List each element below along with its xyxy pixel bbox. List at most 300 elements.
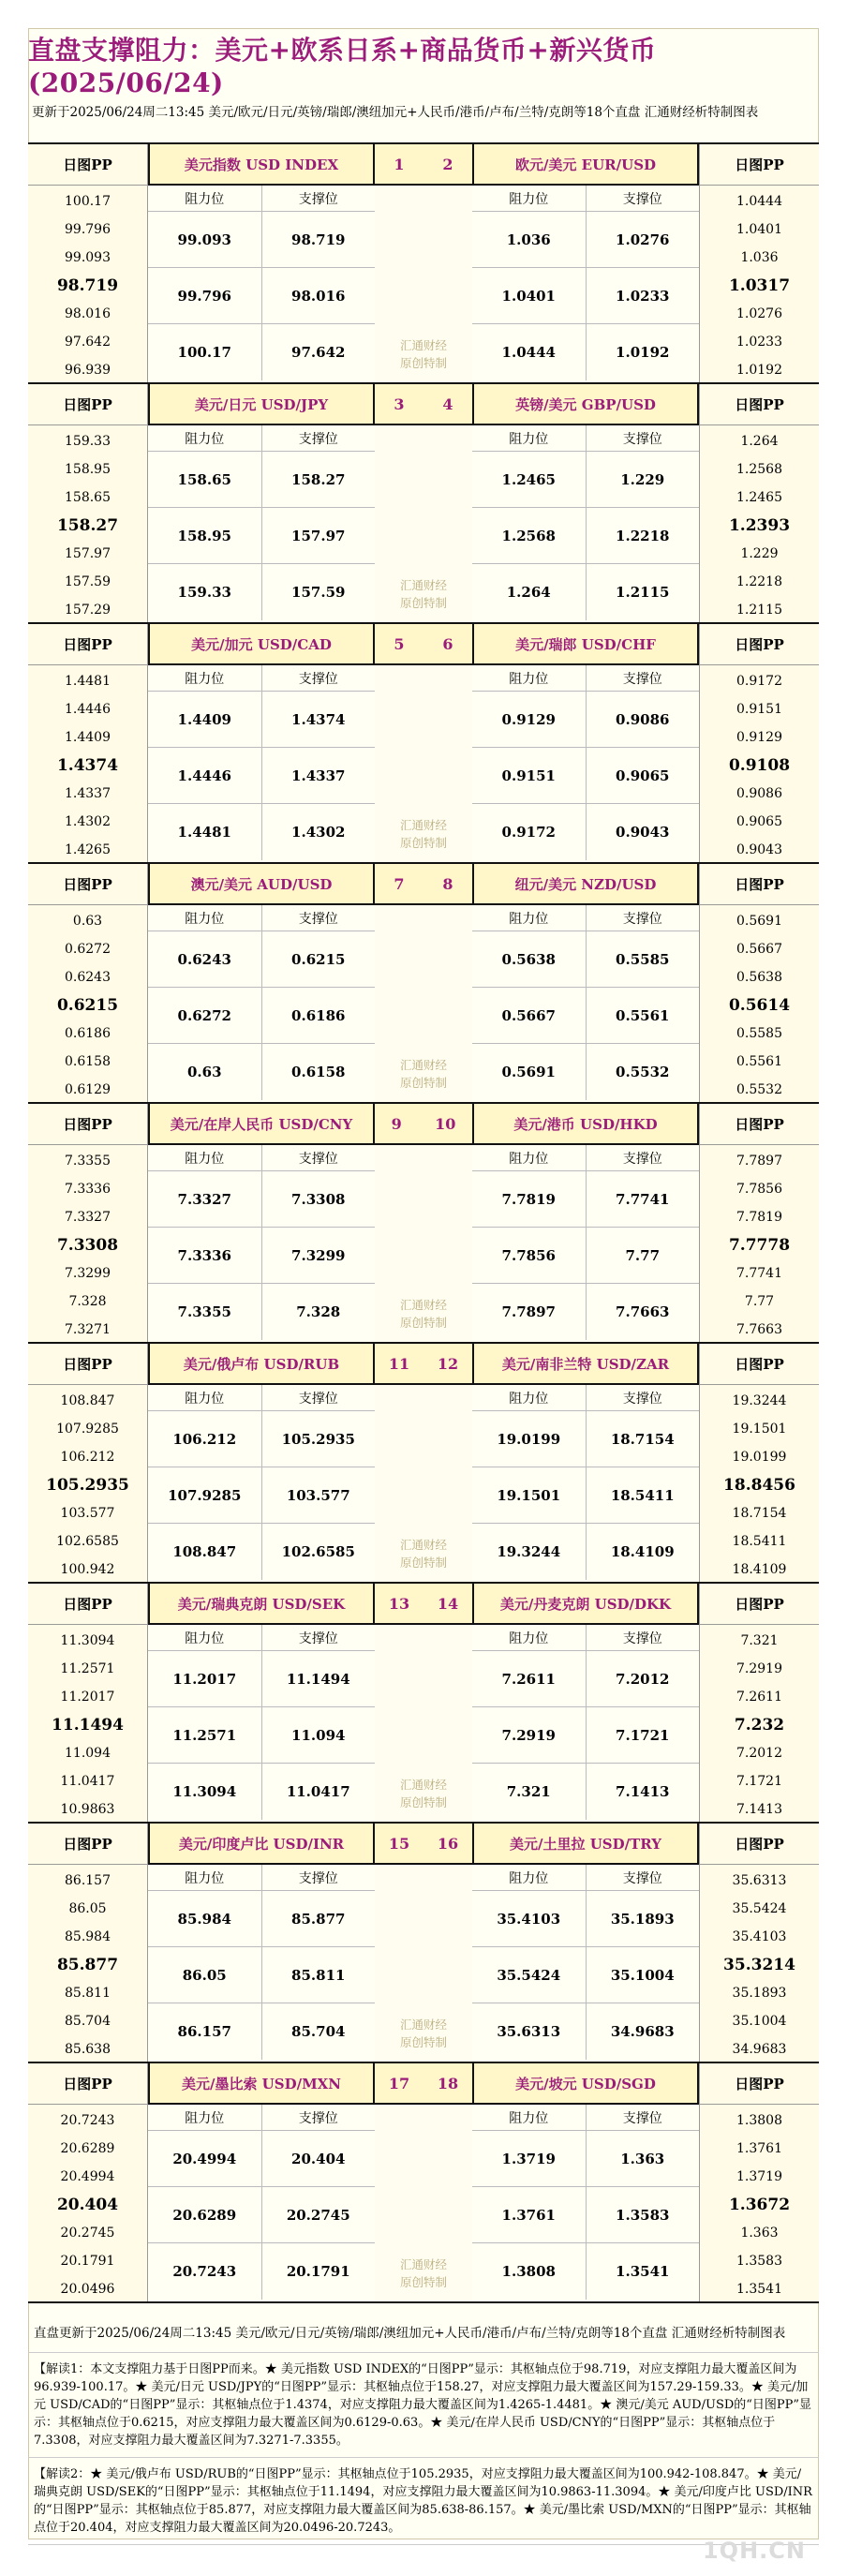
level-row: [148, 452, 375, 508]
watermark-line: 原创特制: [399, 2035, 447, 2049]
pp-value: 7.1413: [736, 1802, 782, 1817]
resistance-value: 159.33: [148, 564, 262, 620]
pp-value: 7.7897: [736, 1154, 782, 1169]
support-value: 35.1893: [610, 1910, 675, 1928]
pp-header: 日图PP: [700, 2063, 819, 2105]
pp-value: 102.6585: [56, 1534, 119, 1549]
pp-value: 0.6129: [65, 1082, 111, 1097]
left-pp-column: [28, 2063, 148, 2301]
pp-value: 1.2568: [736, 462, 782, 477]
group-number-right: 6: [442, 634, 453, 653]
support-header: 支撑位: [298, 911, 338, 927]
level-row: [472, 988, 699, 1044]
pp-value: 7.3355: [65, 1154, 111, 1169]
column-headers: [472, 425, 699, 452]
resistance-value: 0.9172: [472, 804, 587, 860]
pp-value: 20.4994: [60, 2169, 115, 2184]
pp-value: 20.2745: [60, 2226, 115, 2241]
pair-name: 欧元/美元 EUR/USD: [472, 144, 699, 186]
pp-value: 7.3327: [65, 1210, 111, 1225]
support-value: 98.719: [291, 231, 346, 248]
right-pp-column: [699, 624, 819, 862]
support-value: 1.363: [620, 2150, 665, 2167]
support-value: 7.328: [296, 1303, 341, 1320]
level-row: [148, 2131, 375, 2187]
footer: [28, 2318, 819, 2545]
support-value: 0.5561: [616, 1006, 670, 1024]
resistance-value: 99.796: [148, 268, 262, 323]
pp-value: 1.0444: [736, 194, 782, 209]
watermark-line: 原创特制: [399, 356, 447, 370]
pp-value: 7.2919: [736, 1661, 782, 1676]
watermark-line: 汇通财经: [399, 338, 447, 352]
pivot-value: 20.404: [56, 2196, 119, 2214]
resistance-value: 7.321: [472, 1764, 587, 1820]
support-value: 1.229: [620, 470, 665, 488]
resistance-value: 158.95: [148, 508, 262, 563]
resistance-header: 阻力位: [472, 1385, 587, 1410]
group-number-left: 5: [394, 634, 405, 653]
resistance-value: 100.17: [148, 324, 262, 380]
pp-value: 20.7243: [60, 2113, 115, 2128]
pivot-value: 35.3214: [723, 1956, 795, 1974]
pp-value: 7.2611: [736, 1690, 782, 1705]
group-number-right: 14: [437, 1594, 459, 1613]
support-value: 0.5532: [616, 1064, 670, 1080]
pp-value: 20.0496: [60, 2282, 115, 2297]
level-row: [472, 508, 699, 564]
group-number-right: 8: [442, 874, 453, 893]
pp-value: 0.6158: [65, 1054, 111, 1069]
column-headers: [472, 905, 699, 931]
pp-value: 158.65: [65, 490, 111, 505]
watermark-line: 原创特制: [399, 1556, 447, 1570]
pp-value: 1.4337: [65, 786, 111, 801]
pivot-value: 158.27: [56, 516, 119, 535]
level-row: [472, 452, 699, 508]
right-pp-column: [699, 144, 819, 382]
resistance-value: 0.6272: [148, 988, 262, 1043]
resistance-value: 85.984: [148, 1891, 262, 1946]
right-pp-column: [699, 1104, 819, 1342]
watermark: [375, 336, 472, 372]
resistance-value: 20.6289: [148, 2187, 262, 2242]
support-header: 支撑位: [298, 1630, 338, 1646]
pp-value: 0.5561: [736, 1054, 782, 1069]
left-pp-column: [28, 624, 148, 862]
left-pair-table: [148, 384, 375, 622]
pair-name: 美元/日元 USD/JPY: [148, 384, 375, 425]
resistance-value: 0.5691: [472, 1044, 587, 1100]
support-value: 0.9065: [616, 767, 670, 784]
pp-value: 99.796: [65, 222, 111, 237]
resistance-value: 1.2465: [472, 452, 587, 507]
right-pp-column: [699, 1824, 819, 2062]
pp-value: 18.4109: [732, 1562, 787, 1577]
group-center: [375, 864, 472, 1102]
resistance-value: 0.5667: [472, 988, 587, 1043]
pp-values: [700, 2105, 819, 2303]
resistance-header: 阻力位: [472, 905, 587, 931]
pair-name: 澳元/美元 AUD/USD: [148, 864, 375, 905]
pp-value: 19.1501: [732, 1422, 787, 1437]
right-pair-table: [472, 624, 699, 862]
pp-value: 11.2017: [60, 1690, 115, 1705]
pivot-value: 0.9108: [728, 756, 791, 775]
support-value: 7.7663: [616, 1303, 670, 1320]
pp-value: 19.0199: [732, 1450, 787, 1465]
level-row: [148, 212, 375, 268]
pair-name: 美元/在岸人民币 USD/CNY: [148, 1104, 375, 1145]
column-headers: [148, 1865, 375, 1891]
right-pp-column: [699, 2063, 819, 2301]
pp-value: 157.97: [65, 546, 111, 561]
right-pp-column: [699, 1584, 819, 1822]
pp-values: [28, 425, 147, 624]
support-value: 7.3299: [291, 1246, 346, 1264]
support-value: 97.642: [291, 344, 346, 361]
support-value: 7.3308: [291, 1190, 346, 1208]
level-row: [148, 2243, 375, 2300]
watermark-line: 原创特制: [399, 1795, 447, 1809]
right-pair-table: [472, 1584, 699, 1822]
interpretation-note-1: 【解读1：本文支撑阻力基于日图PP而来。★ 美元指数 USD INDEX的“日图PP”显示：其枢轴点位于98.719，对应支撑阻力最大覆盖区间为96.939-100.17。★ 美元/日元 USD/JPY的“日图PP”显示：其枢轴点位于158.27，对应支撑阻力最大覆盖区间为157.29-159.33。★ 美元/加元 USD/CAD的“日图PP”显示：其枢轴点位于1.4374，对应支撑阻力最大覆盖区间为1.4265-1.4481。★ 澳元/美元 AUD/USD的“日图PP”显示：其枢轴点位于0.6215，对应支撑阻力最大覆盖区间为0.6129-0.63。★ 美元/在岸人民币 USD/CNY的“日图PP”显示：其枢轴点位于7.3308，对应支撑阻力最大覆盖区间为7.3271-7.3355。: [28, 2353, 819, 2458]
pp-value: 1.4481: [65, 674, 111, 689]
pp-header: 日图PP: [700, 1344, 819, 1385]
pp-value: 85.811: [65, 1986, 111, 2001]
support-value: 7.77: [625, 1246, 661, 1264]
watermark: [375, 1056, 472, 1092]
support-value: 7.1721: [616, 1726, 670, 1744]
resistance-header: 阻力位: [148, 2105, 262, 2130]
level-row: [472, 1764, 699, 1820]
pp-value: 7.77: [744, 1294, 775, 1309]
group-center: [375, 1824, 472, 2062]
resistance-value: 0.5638: [472, 931, 587, 987]
pair-name: 美元/瑞典克朗 USD/SEK: [148, 1584, 375, 1625]
pp-value: 86.05: [68, 1901, 107, 1916]
group-numbers: [375, 624, 472, 665]
pair-name: 美元指数 USD INDEX: [148, 144, 375, 186]
support-value: 1.0192: [616, 344, 670, 361]
pp-values: [700, 905, 819, 1104]
support-value: 11.1494: [286, 1670, 350, 1688]
resistance-value: 99.093: [148, 212, 262, 267]
right-pp-column: [699, 864, 819, 1102]
pp-values: [700, 1145, 819, 1344]
left-pair-table: [148, 624, 375, 862]
watermark-line: 汇通财经: [399, 1778, 447, 1792]
pp-value: 35.5424: [732, 1901, 787, 1916]
pp-value: 106.212: [60, 1450, 115, 1465]
group-number-left: 3: [394, 395, 405, 413]
support-value: 158.27: [291, 470, 346, 488]
pp-header: 日图PP: [700, 1104, 819, 1145]
pp-value: 11.0417: [60, 1774, 115, 1789]
pair-name: 美元/港币 USD/HKD: [472, 1104, 699, 1145]
group-number-right: 10: [435, 1114, 456, 1133]
level-row: [148, 508, 375, 564]
resistance-value: 1.264: [472, 564, 587, 620]
column-headers: [148, 905, 375, 931]
pivot-value: 1.0317: [728, 276, 791, 295]
resistance-value: 19.0199: [472, 1411, 587, 1467]
resistance-value: 106.212: [148, 1411, 262, 1467]
resistance-value: 1.0444: [472, 324, 587, 380]
pp-header: 日图PP: [28, 144, 147, 186]
level-row: [472, 1044, 699, 1100]
pair-group: [28, 1584, 819, 1824]
pp-value: 98.016: [65, 306, 111, 321]
pair-group: [28, 384, 819, 624]
support-value: 0.6186: [291, 1006, 346, 1024]
group-numbers: [375, 1104, 472, 1145]
pivot-value: 0.5614: [728, 996, 791, 1015]
resistance-header: 阻力位: [472, 2105, 587, 2130]
pp-value: 11.094: [65, 1746, 111, 1761]
group-number-right: 2: [442, 155, 453, 173]
watermark-line: 汇通财经: [399, 1538, 447, 1552]
group-numbers: [375, 2063, 472, 2105]
group-center: [375, 144, 472, 382]
watermark: [375, 816, 472, 852]
pp-header: 日图PP: [28, 1104, 147, 1145]
level-row: [148, 1524, 375, 1580]
support-header: 支撑位: [298, 1391, 338, 1407]
pp-value: 0.9151: [736, 702, 782, 717]
left-pair-table: [148, 1104, 375, 1342]
right-pair-table: [472, 2063, 699, 2301]
pair-name: 美元/土里拉 USD/TRY: [472, 1824, 699, 1865]
pp-header: 日图PP: [700, 384, 819, 425]
pp-value: 96.939: [65, 363, 111, 378]
pp-value: 1.0233: [736, 335, 782, 350]
pp-values: [700, 665, 819, 864]
support-value: 0.9043: [616, 824, 670, 841]
column-headers: [148, 186, 375, 212]
pp-header: 日图PP: [28, 384, 147, 425]
support-value: 20.404: [291, 2150, 346, 2167]
resistance-value: 1.2568: [472, 508, 587, 563]
resistance-header: 阻力位: [472, 186, 587, 211]
watermark: [375, 2016, 472, 2051]
level-row: [148, 1764, 375, 1820]
pp-value: 20.6289: [60, 2141, 115, 2156]
group-number-left: 11: [388, 1354, 410, 1373]
pair-group: [28, 2063, 819, 2303]
group-center: [375, 1584, 472, 1822]
pivot-value: 105.2935: [46, 1476, 129, 1495]
pp-value: 7.3299: [65, 1266, 111, 1281]
column-headers: [148, 2105, 375, 2131]
pp-value: 18.7154: [732, 1506, 787, 1521]
support-header: 支撑位: [622, 2110, 662, 2126]
support-header: 支撑位: [298, 1870, 338, 1886]
pp-value: 1.3761: [736, 2141, 782, 2156]
footer-update-text: 直盘更新于2025/06/24周二13:45 美元/欧元/日元/英镑/瑞郎/澳纽加元+人民币/港币/卢布/兰特/克朗等18个直盘 汇通财经析特制图表: [28, 2318, 819, 2353]
pivot-value: 1.4374: [56, 756, 119, 775]
level-row: [148, 2003, 375, 2060]
left-pair-table: [148, 1584, 375, 1822]
watermark-line: 汇通财经: [399, 2257, 447, 2271]
resistance-value: 7.3336: [148, 1228, 262, 1283]
pp-value: 1.4302: [65, 814, 111, 829]
column-headers: [148, 1145, 375, 1171]
level-row: [148, 1044, 375, 1100]
pp-value: 7.2012: [736, 1746, 782, 1761]
pp-value: 107.9285: [56, 1422, 119, 1437]
level-row: [148, 1651, 375, 1707]
support-value: 85.811: [291, 1966, 346, 1984]
column-headers: [148, 425, 375, 452]
pair-name: 美元/坡元 USD/SGD: [472, 2063, 699, 2105]
interpretation-note-2: 【解读2：★ 美元/俄卢布 USD/RUB的“日图PP”显示：其枢轴点位于105.2935，对应支撑阻力最大覆盖区间为100.942-108.847。★ 美元/瑞典克朗 USD/SEK的“日图PP”显示：其枢轴点位于11.1494，对应支撑阻力最大覆盖区间为10.9863-11.3094。★ 美元/印度卢比 USD/INR的“日图PP”显示：其枢轴点位于85.877，对应支撑阻力最大覆盖区间为85.638-86.157。★ 美元/墨比索 USD/MXN的“日图PP”显示：其枢轴点位于20.404，对应支撑阻力最大覆盖区间为20.0496-20.7243。: [28, 2458, 819, 2545]
pivot-value: 7.232: [734, 1716, 785, 1735]
resistance-header: 阻力位: [148, 665, 262, 691]
pp-value: 10.9863: [60, 1802, 115, 1817]
page-title: 直盘支撑阻力：美元+欧系日系+商品货币+新兴货币(2025/06/24): [28, 34, 657, 98]
pair-group: [28, 864, 819, 1104]
pair-group: [28, 144, 819, 384]
support-header: 支撑位: [622, 191, 662, 207]
support-value: 11.094: [291, 1726, 346, 1744]
pp-value: 0.6186: [65, 1026, 111, 1041]
pp-value: 1.2465: [736, 490, 782, 505]
group-number-right: 4: [442, 395, 453, 413]
resistance-value: 1.4446: [148, 748, 262, 803]
pp-values: [28, 1145, 147, 1344]
pp-value: 0.63: [72, 914, 103, 929]
watermark-line: 原创特制: [399, 2275, 447, 2289]
right-pair-table: [472, 144, 699, 382]
resistance-header: 阻力位: [472, 665, 587, 691]
support-value: 0.6158: [291, 1064, 346, 1080]
pp-header: 日图PP: [28, 1584, 147, 1625]
site-logo: 1QH.CN: [702, 2538, 806, 2564]
support-value: 18.4109: [610, 1543, 675, 1560]
resistance-value: 0.9129: [472, 692, 587, 747]
pp-values: [700, 1385, 819, 1584]
watermark-line: 汇通财经: [399, 1058, 447, 1072]
left-pp-column: [28, 1584, 148, 1822]
pp-value: 34.9683: [732, 2042, 787, 2057]
resistance-value: 7.7856: [472, 1228, 587, 1283]
support-header: 支撑位: [298, 1151, 338, 1167]
resistance-value: 11.2017: [148, 1651, 262, 1706]
pair-group: [28, 1104, 819, 1344]
pp-value: 1.0192: [736, 363, 782, 378]
level-row: [472, 1171, 699, 1228]
group-number-right: 16: [437, 1834, 459, 1853]
pp-value: 7.7663: [736, 1322, 782, 1337]
support-value: 34.9683: [610, 2023, 675, 2040]
level-row: [472, 268, 699, 324]
column-headers: [472, 1865, 699, 1891]
resistance-value: 19.3244: [472, 1524, 587, 1580]
support-value: 1.2218: [616, 527, 670, 544]
pp-value: 35.6313: [732, 1873, 787, 1888]
watermark-line: 原创特制: [399, 836, 447, 850]
pp-value: 0.5532: [736, 1082, 782, 1097]
pivot-value: 11.1494: [52, 1716, 124, 1735]
resistance-header: 阻力位: [148, 1625, 262, 1650]
support-value: 157.97: [291, 527, 346, 544]
pp-value: 0.5667: [736, 942, 782, 957]
pp-value: 7.1721: [736, 1774, 782, 1789]
resistance-value: 1.036: [472, 212, 587, 267]
resistance-header: 阻力位: [148, 1145, 262, 1170]
resistance-header: 阻力位: [148, 186, 262, 211]
right-pair-table: [472, 1824, 699, 2062]
resistance-value: 86.157: [148, 2003, 262, 2060]
pp-value: 11.3094: [60, 1633, 115, 1648]
pp-header: 日图PP: [28, 1824, 147, 1865]
group-number-right: 18: [437, 2074, 459, 2092]
pp-value: 1.2115: [736, 603, 782, 618]
pp-value: 99.093: [65, 250, 111, 265]
level-row: [148, 2187, 375, 2243]
resistance-value: 1.4481: [148, 804, 262, 860]
support-header: 支撑位: [298, 191, 338, 207]
level-row: [472, 2131, 699, 2187]
pp-value: 0.6272: [65, 942, 111, 957]
support-value: 1.4302: [291, 824, 346, 841]
right-pp-column: [699, 1344, 819, 1582]
level-row: [472, 1707, 699, 1764]
column-headers: [472, 1625, 699, 1651]
support-value: 1.0233: [616, 287, 670, 305]
pp-value: 1.3583: [736, 2254, 782, 2269]
level-row: [148, 692, 375, 748]
watermark-line: 原创特制: [399, 1316, 447, 1330]
level-row: [472, 804, 699, 860]
pp-values: [28, 665, 147, 864]
pp-value: 157.59: [65, 574, 111, 589]
support-value: 7.2012: [616, 1670, 670, 1688]
support-header: 支撑位: [298, 2110, 338, 2126]
resistance-header: 阻力位: [472, 1865, 587, 1890]
left-pp-column: [28, 384, 148, 622]
pp-value: 7.7819: [736, 1210, 782, 1225]
left-pp-column: [28, 1824, 148, 2062]
support-value: 7.1413: [616, 1783, 670, 1800]
support-value: 103.577: [286, 1486, 350, 1504]
resistance-value: 86.05: [148, 1947, 262, 2003]
level-row: [148, 1891, 375, 1947]
pp-values: [28, 1625, 147, 1824]
resistance-value: 35.6313: [472, 2003, 587, 2060]
pair-name: 美元/瑞郎 USD/CHF: [472, 624, 699, 665]
watermark-line: 原创特制: [399, 596, 447, 610]
pp-value: 0.6243: [65, 970, 111, 985]
resistance-header: 阻力位: [148, 425, 262, 451]
pp-value: 85.984: [65, 1929, 111, 1944]
pair-name: 美元/墨比索 USD/MXN: [148, 2063, 375, 2105]
resistance-value: 1.4409: [148, 692, 262, 747]
pp-header: 日图PP: [28, 2063, 147, 2105]
pp-values: [28, 905, 147, 1104]
watermark: [375, 1776, 472, 1811]
pp-value: 97.642: [65, 335, 111, 350]
group-center: [375, 1344, 472, 1582]
level-row: [472, 2003, 699, 2060]
pp-value: 1.4409: [65, 730, 111, 745]
right-pair-table: [472, 1344, 699, 1582]
pp-values: [700, 425, 819, 624]
resistance-header: 阻力位: [148, 905, 262, 931]
resistance-value: 20.7243: [148, 2243, 262, 2300]
pivot-value: 0.6215: [56, 996, 119, 1015]
